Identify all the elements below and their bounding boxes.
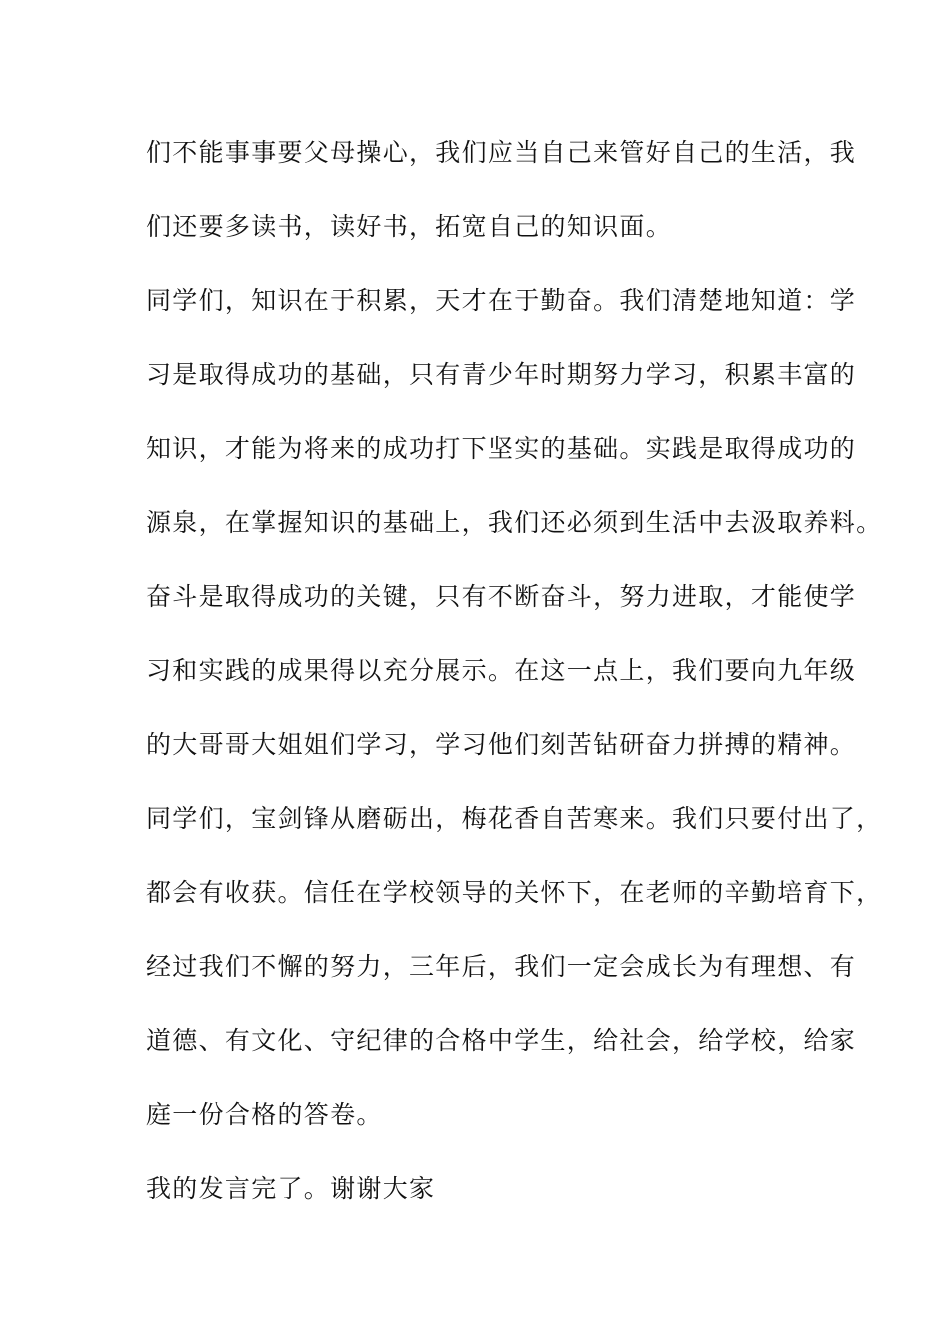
text-line: 习和实践的成果得以充分展示。在这一点上，我们要向九年级 bbox=[146, 656, 857, 685]
text-line: 们还要多读书，读好书，拓宽自己的知识面。 bbox=[146, 212, 673, 241]
text-line: 奋斗是取得成功的关键，只有不断奋斗，努力进取，才能使学 bbox=[146, 582, 857, 611]
document-body bbox=[146, 132, 883, 1242]
text-line: 我的发言完了。谢谢大家 bbox=[146, 1174, 436, 1203]
text-line: 同学们，宝剑锋从磨砺出，梅花香自苦寒来。我们只要付出了， bbox=[146, 804, 883, 833]
text-line: 同学们，知识在于积累，天才在于勤奋。我们清楚地知道：学 bbox=[146, 286, 857, 315]
text-line: 习是取得成功的基础，只有青少年时期努力学习，积累丰富的 bbox=[146, 360, 857, 389]
text-line: 知识，才能为将来的成功打下坚实的基础。实践是取得成功的 bbox=[146, 434, 857, 463]
text-line: 源泉，在掌握知识的基础上，我们还必须到生活中去汲取养料。 bbox=[146, 508, 883, 537]
text-line: 们不能事事要父母操心，我们应当自己来管好自己的生活，我 bbox=[146, 138, 857, 167]
text-line: 的大哥哥大姐姐们学习，学习他们刻苦钻研奋力拼搏的精神。 bbox=[146, 730, 857, 759]
text-line: 都会有收获。信任在学校领导的关怀下，在老师的辛勤培育下， bbox=[146, 878, 883, 907]
text-line: 庭一份合格的答卷。 bbox=[146, 1100, 383, 1129]
text-line: 经过我们不懈的努力，三年后，我们一定会成长为有理想、有 bbox=[146, 952, 857, 981]
text-line: 道德、有文化、守纪律的合格中学生，给社会，给学校，给家 bbox=[146, 1026, 857, 1055]
